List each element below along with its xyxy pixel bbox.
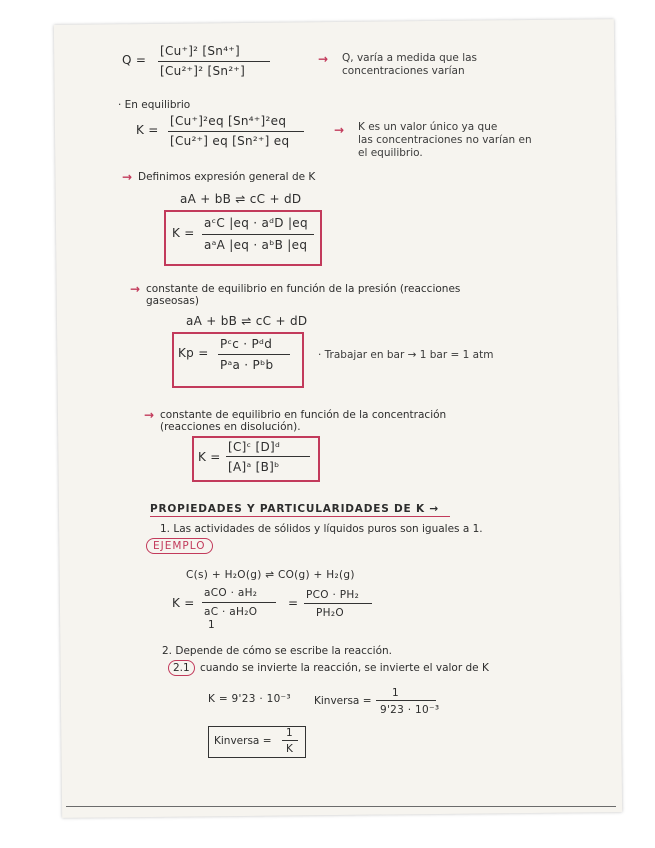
equilibrium-title: · En equilibrio [118, 99, 191, 111]
example-numerator: aCO · aH₂ [204, 587, 258, 599]
q-label: Q = [122, 53, 147, 67]
kc-title-line2: (reacciones en disolución). [160, 421, 301, 433]
kc-fraction-line [226, 456, 310, 457]
property-2-1: cuando se invierte la reacción, se invierte el valor de K [200, 662, 489, 674]
properties-heading: PROPIEDADES Y PARTICULARIDADES DE K → [150, 503, 439, 515]
k-general-numerator: aᶜC |eq · aᵈD |eq [204, 216, 308, 230]
k-general-fraction-line [202, 234, 314, 235]
kp-arrow-icon: → [130, 282, 141, 296]
example-equals: = [288, 596, 299, 610]
q-numerator: [Cu⁺]² [Sn⁴⁺] [160, 44, 240, 58]
k-denominator: [Cu²⁺] eq [Sn²⁺] eq [170, 134, 290, 148]
k-inverse-numerator: 1 [392, 687, 399, 699]
k-value: K = 9'23 · 10⁻³ [208, 693, 291, 705]
properties-underline [150, 516, 450, 517]
kp-denominator: Pᵃa · Pᵇb [220, 358, 274, 372]
general-arrow-icon: → [122, 170, 133, 184]
k-inverse-box-numerator: 1 [286, 727, 293, 739]
k-general-label: K = [172, 226, 195, 240]
k-inverse-box-fraction-line [282, 740, 298, 741]
k-inverse-fraction-line [376, 700, 436, 701]
k-inverse-label: Kinversa = [314, 695, 372, 707]
property-2-1-number: 2.1 [168, 660, 195, 676]
k-numerator: [Cu⁺]²eq [Sn⁴⁺]²eq [170, 114, 287, 128]
kc-denominator: [A]ᵃ [B]ᵇ [228, 460, 280, 474]
k-fraction-line [168, 131, 304, 132]
k-inverse-box-label: Kinversa = [214, 735, 272, 747]
k-note-line1: K es un valor único ya que [358, 121, 498, 133]
example-pill: EJEMPLO [146, 538, 213, 554]
q-note-line1: Q, varía a medida que las [342, 52, 478, 64]
kc-numerator: [C]ᶜ [D]ᵈ [228, 440, 281, 454]
k-label: K = [136, 123, 159, 137]
kp-title-line1: constante de equilibrio en función de la presión (reacciones [146, 283, 461, 295]
kp-label: Kp = [178, 346, 209, 360]
example-denominator-pressure: PH₂O [316, 607, 344, 619]
k-inverse-denominator: 9'23 · 10⁻³ [380, 704, 440, 716]
example-k-label: K = [172, 596, 195, 610]
reaction-example: C(s) + H₂O(g) ⇌ CO(g) + H₂(g) [186, 569, 355, 581]
property-2: 2. Depende de cómo se escribe la reacción. [162, 645, 393, 657]
kc-arrow-icon: → [144, 408, 155, 422]
kc-title-line1: constante de equilibrio en función de la concentración [160, 409, 447, 421]
k-note-line3: el equilibrio. [358, 147, 423, 159]
kp-numerator: Pᶜc · Pᵈd [220, 337, 273, 351]
q-note-line2: concentraciones varían [342, 65, 465, 77]
k-general-denominator: aᵃA |eq · aᵇB |eq [204, 238, 308, 252]
kc-label: K = [198, 450, 221, 464]
q-denominator: [Cu²⁺]² [Sn²⁺] [160, 64, 246, 78]
kp-fraction-line [218, 354, 290, 355]
page-bottom-rule [66, 806, 616, 807]
example-pressure-fraction-line [304, 603, 372, 604]
reaction-kp: aA + bB ⇌ cC + dD [186, 314, 308, 328]
k-arrow-icon: → [334, 123, 345, 137]
q-arrow-icon: → [318, 52, 329, 66]
kp-note: · Trabajar en bar → 1 bar = 1 atm [318, 349, 494, 361]
kp-title-line2: gaseosas) [146, 295, 199, 307]
general-title: Definimos expresión general de K [138, 171, 316, 183]
reaction-general: aA + bB ⇌ cC + dD [180, 192, 302, 206]
property-1: 1. Las actividades de sólidos y líquidos puros son iguales a 1. [160, 523, 483, 535]
example-fraction-line [202, 602, 276, 603]
example-denominator: aC · aH₂O [204, 606, 258, 618]
q-fraction-line [158, 61, 270, 62]
example-activity-one: 1 [208, 619, 215, 631]
k-note-line2: las concentraciones no varían en [358, 134, 532, 146]
example-numerator-pressure: PCO · PH₂ [306, 589, 360, 601]
k-inverse-box-denominator: K [286, 743, 294, 755]
